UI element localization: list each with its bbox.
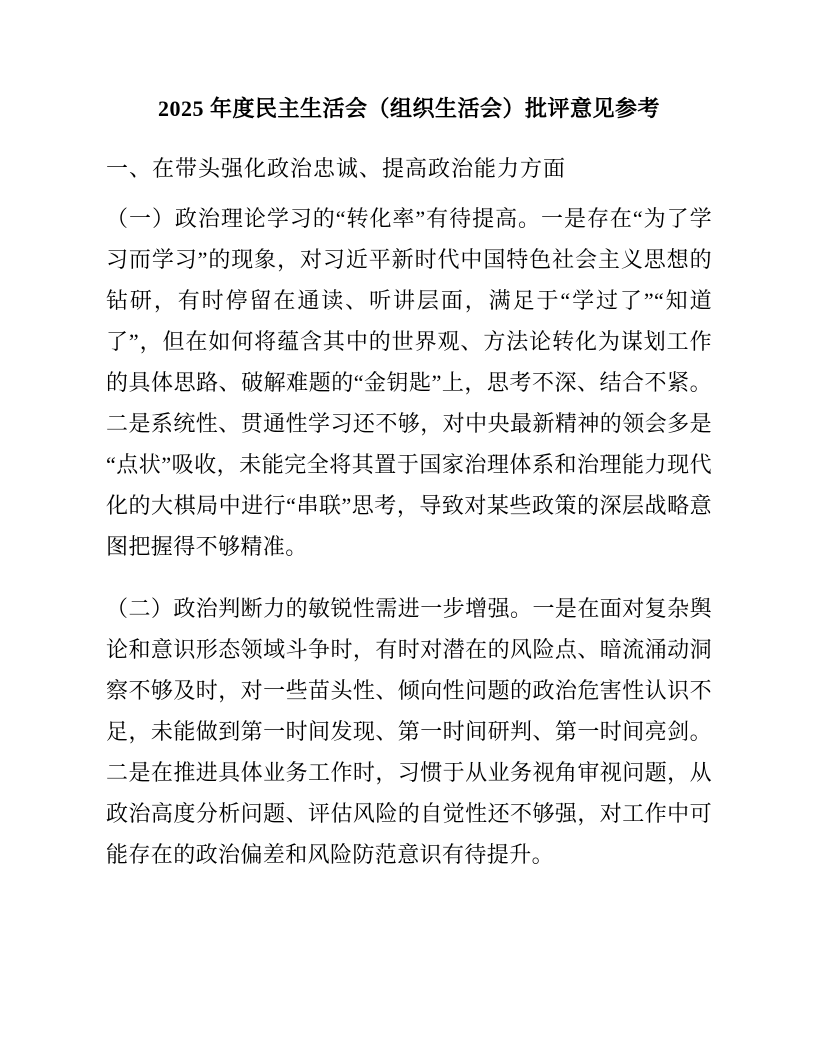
document-content <box>106 88 712 875</box>
document-title: 2025 年度民主生活会（组织生活会）批评意见参考 <box>157 96 660 121</box>
body-paragraph-2: （二）政治判断力的敏锐性需进一步增强。一是在面对复杂舆论和意识形态领域斗争时，有时对潜在的风险点、暗流涌动洞察不够及时，对一些苗头性、倾向性问题的政治危害性认识不足，未能做到第一时间发现、第一时间研判、第一时间亮剑。二是在推进具体业务工作时，习惯于从业务视角审视问题，从政治高度分析问题、评估风险的自觉性还不够强，对工作中可能存在的政治偏差和风险防范意识有待提升。 <box>106 596 712 867</box>
section-heading: 一、在带头强化政治忠诚、提高政治能力方面 <box>106 156 567 181</box>
body-paragraph-1: （一）政治理论学习的“转化率”有待提高。一是存在“为了学习而学习”的现象，对习近平新时代中国特色社会主义思想的钻研，有时停留在通读、听讲层面，满足于“学过了”“知道了”，但在如何将蕴含其中的世界观、方法论转化为谋划工作的具体思路、破解难题的“金钥匙”上，思考不深、结合不紧。二是系统性、贯通性学习还不够，对中央最新精神的领会多是“点状”吸收，未能完全将其置于国家治理体系和治理能力现代化的大棋局中进行“串联”思考，导致对某些政策的深层战略意图把握得不够精准。 <box>106 206 712 559</box>
